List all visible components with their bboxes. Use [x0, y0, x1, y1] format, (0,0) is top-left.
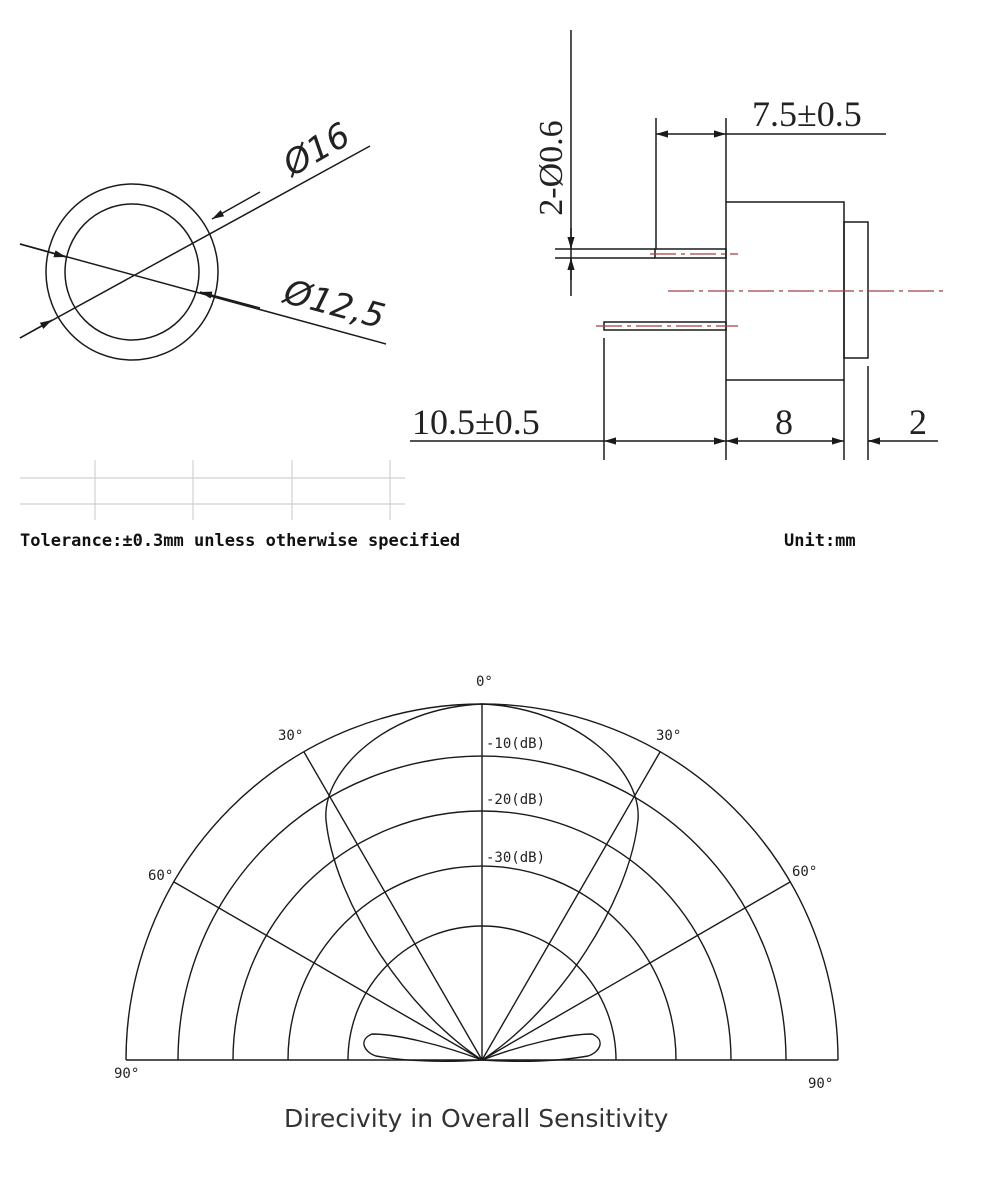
polar-chart-caption: Direcivity in Overall Sensitivity — [284, 1104, 669, 1133]
capsule-body — [726, 202, 844, 380]
polar-radial-left-60 — [174, 882, 482, 1060]
unit-note: Unit:mm — [784, 531, 856, 551]
polar-chart — [126, 704, 838, 1061]
inner-circle — [65, 204, 199, 340]
angle-label-left-90: 90° — [114, 1066, 140, 1082]
angle-label-right-60: 60° — [792, 864, 818, 880]
body-length-label: 8 — [775, 402, 793, 442]
polar-radial-left-30 — [304, 752, 482, 1060]
angle-label-left-60: 60° — [148, 868, 174, 884]
outer-circle — [46, 184, 218, 360]
cap-length-label: 2 — [909, 402, 927, 442]
pin-diameter-label: 2-Ø0.6 — [533, 120, 570, 216]
angle-label-right-30: 30° — [656, 728, 682, 744]
tolerance-note: Tolerance:±0.3mm unless otherwise specified — [20, 531, 461, 551]
pin-spacing-label: 7.5±0.5 — [752, 94, 862, 134]
ring-label-minus30: -30(dB) — [486, 850, 546, 866]
angle-label-right-90: 90° — [808, 1076, 834, 1092]
polar-radial-right-60 — [482, 882, 790, 1060]
capsule-cap — [844, 222, 868, 358]
ring-label-minus10: -10(dB) — [486, 736, 546, 752]
inner-diameter-label: Ø12,5 — [279, 272, 390, 338]
front-view — [20, 146, 386, 360]
background-grid — [20, 460, 405, 520]
center-lines — [596, 254, 945, 326]
angle-label-0: 0° — [476, 674, 493, 690]
ring-label-minus20: -20(dB) — [486, 792, 546, 808]
angle-label-left-30: 30° — [278, 728, 304, 744]
outer-diameter-label: Ø16 — [276, 115, 358, 185]
pin-length-label: 10.5±0.5 — [412, 402, 540, 442]
